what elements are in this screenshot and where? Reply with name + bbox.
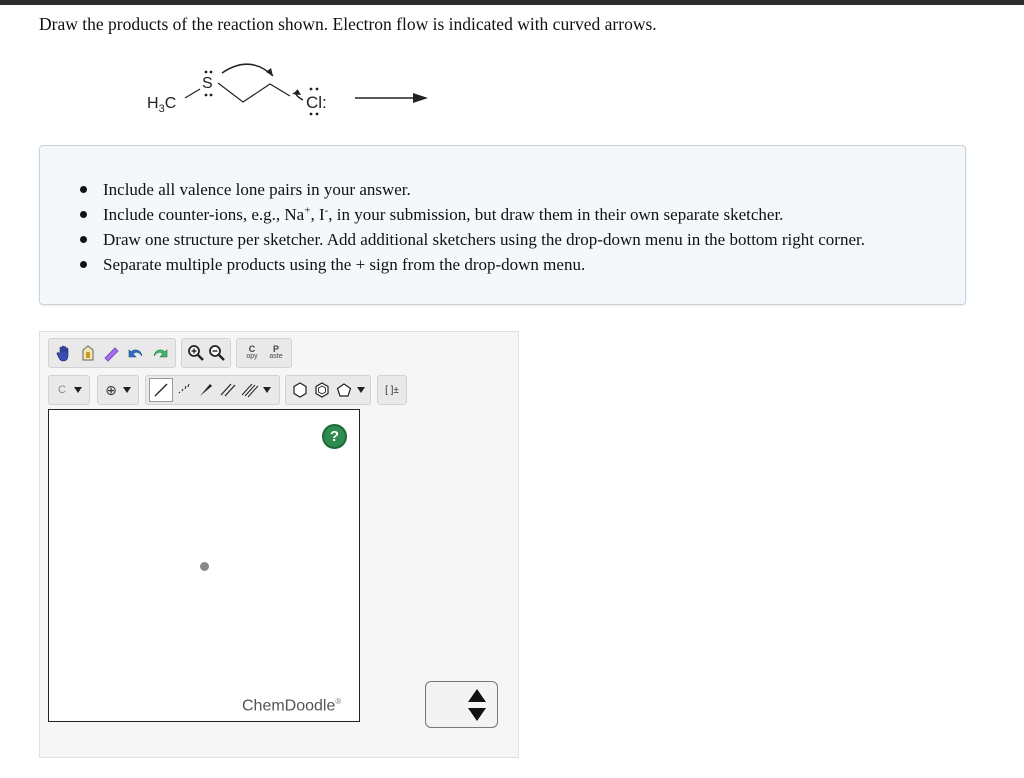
bracket-tool-group [377,375,407,405]
instruction-item [80,227,865,252]
methyl-h: H [147,95,159,112]
benzene-icon [313,381,331,399]
up-down-arrows-icon [467,687,487,723]
single-bond-icon [152,381,170,399]
cl-lone-pair-top-1 [310,88,313,91]
ring-tools-group [285,375,371,405]
wedge-bond-button[interactable] [195,378,217,402]
s-lone-pair-bottom-2 [210,94,213,97]
hexagon-icon [291,381,309,399]
single-bond-button[interactable] [149,378,173,402]
instructions-box [39,145,966,305]
undo-icon [127,344,145,362]
wedge-bond-icon [197,381,215,399]
clear-button[interactable] [76,341,100,365]
instruction-item [80,202,865,227]
copy-letter: C [248,344,256,354]
help-button[interactable]: ? [322,424,347,449]
hand-tool-button[interactable] [52,341,76,365]
undo-button[interactable] [124,341,148,365]
svg-text:H3C [147,95,176,115]
reaction-scheme [140,58,460,128]
superscript: + [304,204,311,217]
top-bar [0,0,1024,5]
s-lone-pair-bottom-1 [205,94,208,97]
paste-button[interactable] [264,341,288,365]
hand-icon [55,344,73,362]
methyl-c: C [164,95,177,112]
cl-lone-pair-bottom-2 [316,113,319,116]
recessed-bond-button[interactable] [173,378,195,402]
benzene-button[interactable] [311,378,333,402]
bond-c-s [185,89,200,98]
toolbar-clipboard-group [236,338,292,368]
zoom-in-button[interactable] [185,341,206,365]
s-lone-pair-top-1 [205,71,208,74]
eraser-button[interactable] [100,341,124,365]
curved-arrow-1 [222,64,273,76]
instruction-text: Include counter-ions, e.g., Na [103,205,305,224]
add-sketcher-dropdown[interactable] [425,681,498,728]
copy-label: opy [246,353,258,360]
sulfur-atom: S [202,75,213,92]
toolbar-edit-group [48,338,176,368]
instruction-item [80,177,865,202]
toolbar-zoom-group [181,338,231,368]
brand-text: ChemDoodle [242,697,336,715]
carbon-chain [218,83,290,102]
pentagon-icon [335,381,353,399]
chevron-down-icon [72,378,84,402]
instruction-text: Separate multiple products using the + sign from the drop-down menu. [103,255,586,274]
instruction-item [80,252,865,277]
redo-icon [151,344,169,362]
reaction-arrow-head [413,93,428,103]
instruction-text: Draw one structure per sketcher. Add additional sketchers using the drop-down menu in the bottom right corner. [103,230,865,249]
paste-label: aste [269,353,283,360]
zoom-out-button[interactable] [206,341,227,365]
charge-selector[interactable] [97,375,139,405]
copy-button[interactable] [240,341,264,365]
triple-bond-icon [241,381,259,399]
triple-bond-button[interactable] [239,378,261,402]
double-bond-button[interactable] [217,378,239,402]
instruction-text: , I [310,205,325,224]
question-text: Draw the products of the reaction shown. Electron flow is indicated with curved arrows. [39,14,657,34]
brackets-button[interactable]: [ ]± [385,384,399,396]
trash-icon [79,344,97,362]
chevron-down-icon [121,378,133,402]
instructions-list [80,177,865,277]
chevron-down-icon[interactable] [261,378,273,402]
chevron-down-icon[interactable] [355,378,367,402]
instruction-text: , in your submission, but draw them in their own separate sketcher. [328,205,784,224]
chemdoodle-brand [242,697,341,715]
zoom-out-icon [208,344,226,362]
methyl-subscript: 3 [158,103,165,115]
eraser-icon [103,344,121,362]
zoom-in-icon [187,344,205,362]
charge-plus-icon: ⊕ [105,381,117,398]
cyclohexane-button[interactable] [289,378,311,402]
reaction-drawing [140,58,460,128]
paste-letter: P [272,344,279,354]
redo-button[interactable] [148,341,172,365]
brand-mark: ® [335,697,342,706]
s-lone-pair-top-2 [210,71,213,74]
double-bond-icon [219,381,237,399]
cyclopentane-button[interactable] [333,378,355,402]
instruction-text: Include all valence lone pairs in your answer. [103,180,411,199]
superscript: - [324,204,329,217]
element-label: C [58,384,66,396]
canvas-cursor-dot [200,562,209,571]
chlorine-atom: Cl: [306,93,327,112]
bond-tools-group [145,375,280,405]
cl-lone-pair-top-2 [316,88,319,91]
hashed-bond-icon [175,381,193,399]
cl-lone-pair-bottom-1 [310,113,313,116]
curved-arrow-1-head [266,68,273,76]
element-selector[interactable] [48,375,90,405]
